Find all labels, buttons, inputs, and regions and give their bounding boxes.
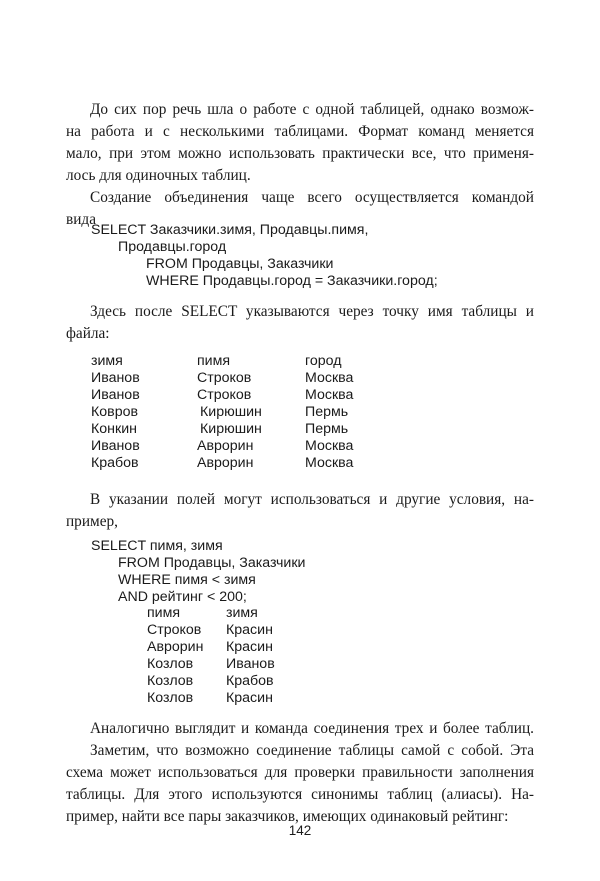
text-line: на работа и с несколькими таблицами. Формат команд меняется	[66, 123, 534, 140]
table-cell: Козлов	[147, 656, 194, 672]
code-line: SELECT пимя, зимя	[91, 538, 223, 554]
text-line: вида	[66, 211, 96, 228]
text-line: пример,	[66, 513, 118, 530]
text-line: Аналогично выглядит и команда соединения трех и более таблиц.	[90, 720, 534, 737]
table-cell: Иванов	[91, 438, 140, 454]
text-line: лось для одиночных таблиц.	[66, 167, 251, 184]
column-header: пимя	[197, 353, 231, 369]
paragraph-three-tables	[66, 718, 534, 740]
table-cell: Аврорин	[197, 438, 254, 454]
table-cell: Крабов	[226, 673, 274, 689]
paragraph-other-conditions	[66, 489, 534, 533]
table-cell: Строков	[197, 370, 252, 386]
code-line: FROM Продавцы, Заказчики	[118, 555, 306, 571]
table-cell: Строков	[147, 622, 202, 638]
table-cell: Москва	[305, 387, 354, 403]
table-cell: Москва	[305, 438, 354, 454]
table-cell: Конкин	[91, 421, 137, 437]
text-line: До сих пор речь шла о работе с одной таблицей, однако возмож-	[90, 101, 534, 118]
code-line: WHERE Продавцы.город = Заказчики.город;	[146, 273, 438, 289]
text-line: таблицы. Для этого используются синонимы таблиц (алиасы). На-	[66, 786, 534, 803]
table-cell: Козлов	[147, 673, 194, 689]
text-line: Заметим, что возможно соединение таблицы самой с собой. Эта	[90, 742, 534, 759]
text-line: В указании полей могут использоваться и другие условия, на-	[90, 491, 534, 508]
table-cell: Москва	[305, 370, 354, 386]
table-cell: Ковров	[91, 404, 139, 420]
table-cell: Красин	[226, 622, 273, 638]
table-cell: Иванов	[226, 656, 275, 672]
table-cell: Аврорин	[197, 455, 254, 471]
table-cell: Аврорин	[147, 639, 204, 655]
code-line: SELECT Заказчики.зимя, Продавцы.пимя,	[91, 222, 369, 238]
table-cell: Строков	[197, 387, 252, 403]
table-cell: Кирюшин	[200, 404, 262, 420]
code-line: Продавцы.город	[118, 239, 227, 255]
table-cell: Иванов	[91, 370, 140, 386]
table-cell: Козлов	[147, 690, 194, 706]
text-line: мало, при этом можно использовать практически все, что применя-	[66, 145, 534, 162]
code-line: FROM Продавцы, Заказчики	[146, 256, 334, 272]
text-line: Создание объединения чаще всего осуществляется командой	[90, 189, 534, 206]
table-cell: Иванов	[91, 387, 140, 403]
paragraph-self-join	[66, 740, 534, 828]
table-cell: Кирюшин	[200, 421, 262, 437]
paragraph-intro	[66, 99, 534, 187]
table-cell: Пермь	[305, 404, 349, 420]
code-line: WHERE пимя < зимя	[118, 572, 256, 588]
text-line: Здесь после SELECT указываются через точку имя таблицы и	[90, 303, 534, 320]
column-header: пимя	[147, 605, 181, 621]
column-header: город	[305, 353, 342, 369]
table-cell: Красин	[226, 639, 273, 655]
text-line: пример, найти все пары заказчиков, имеющих одинаковый рейтинг:	[66, 808, 509, 825]
column-header: зимя	[226, 605, 258, 621]
column-header: зимя	[91, 353, 123, 369]
table-cell: Пермь	[305, 421, 349, 437]
table-cell: Крабов	[91, 455, 139, 471]
code-line: AND рейтинг < 200;	[118, 589, 247, 605]
table-cell: Красин	[226, 690, 273, 706]
table-cell: Москва	[305, 455, 354, 471]
text-line: файла:	[66, 325, 110, 342]
page-number: 142	[288, 823, 312, 838]
paragraph-explanation	[66, 301, 534, 345]
text-line: схема может использоваться для проверки правильности заполнения	[66, 764, 534, 781]
